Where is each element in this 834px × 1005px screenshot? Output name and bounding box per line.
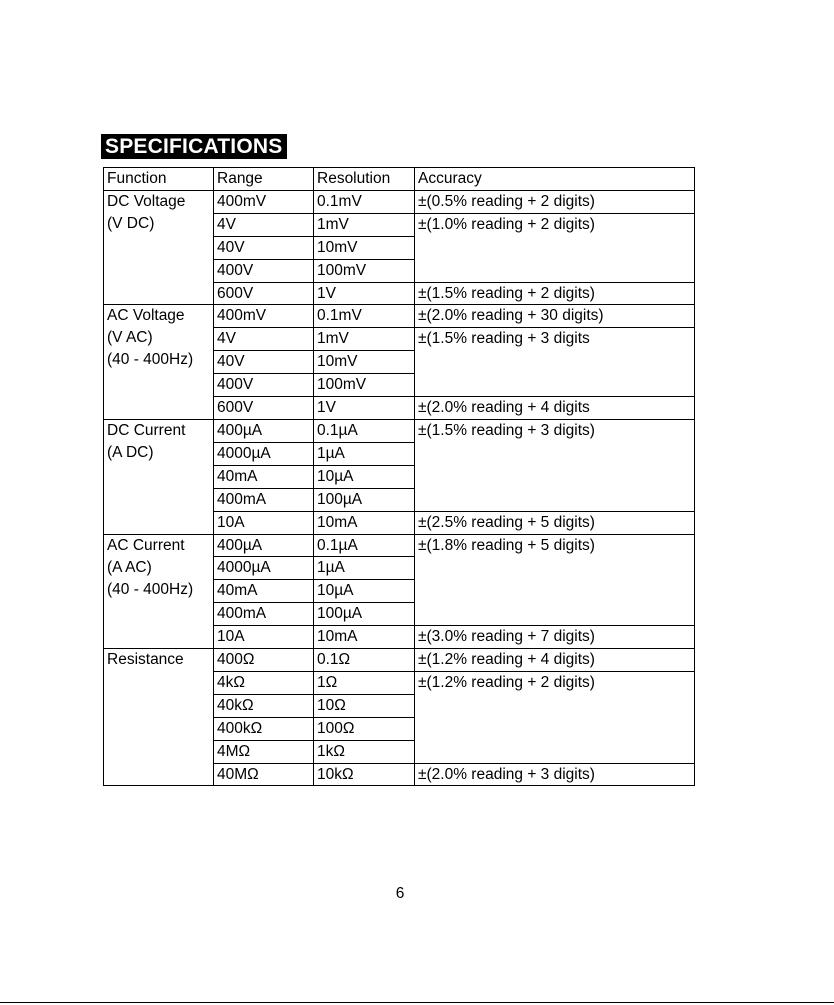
resolution-cell: 0.1µA [314, 534, 415, 557]
resolution-cell: 1Ω [314, 671, 415, 694]
resolution-cell: 10mA [314, 511, 415, 534]
resolution-cell: 100mV [314, 374, 415, 397]
specifications-table-body [104, 168, 695, 786]
accuracy-cell: ±(1.2% reading + 2 digits) [415, 671, 695, 763]
header-resolution: Resolution [314, 168, 415, 191]
resolution-cell: 10mV [314, 236, 415, 259]
range-cell: 400mA [214, 603, 314, 626]
accuracy-cell: ±(2.0% reading + 3 digits) [415, 763, 695, 786]
accuracy-cell: ±(1.8% reading + 5 digits) [415, 534, 695, 626]
accuracy-cell: ±(0.5% reading + 2 digits) [415, 190, 695, 213]
resolution-cell: 1µA [314, 442, 415, 465]
function-label-line: DC Voltage [107, 192, 186, 210]
resolution-cell: 0.1mV [314, 305, 415, 328]
resolution-cell: 1mV [314, 213, 415, 236]
resolution-cell: 1V [314, 282, 415, 305]
range-cell: 400V [214, 259, 314, 282]
function-label-line: (40 - 400Hz) [107, 351, 194, 369]
range-cell: 40mA [214, 465, 314, 488]
resolution-cell: 100mV [314, 259, 415, 282]
resolution-cell: 0.1Ω [314, 649, 415, 672]
page-number: 6 [395, 885, 405, 902]
range-cell: 40mA [214, 580, 314, 603]
function-cell [104, 649, 214, 786]
range-cell: 4000µA [214, 557, 314, 580]
function-label-line: AC Current [107, 536, 185, 554]
function-label-line: (40 - 400Hz) [107, 580, 194, 598]
accuracy-cell: ±(2.0% reading + 4 digits [415, 397, 695, 420]
range-cell: 4000µA [214, 442, 314, 465]
accuracy-cell: ±(1.2% reading + 4 digits) [415, 649, 695, 672]
range-cell: 400mV [214, 190, 314, 213]
table-row [104, 419, 695, 442]
accuracy-cell: ±(2.0% reading + 30 digits) [415, 305, 695, 328]
header-function: Function [104, 168, 214, 191]
resolution-cell: 1kΩ [314, 740, 415, 763]
range-cell: 4kΩ [214, 671, 314, 694]
resolution-cell: 1mV [314, 328, 415, 351]
range-cell: 40V [214, 351, 314, 374]
range-cell: 400kΩ [214, 717, 314, 740]
resolution-cell: 10Ω [314, 694, 415, 717]
resolution-cell: 1V [314, 397, 415, 420]
range-cell: 40V [214, 236, 314, 259]
function-cell [104, 190, 214, 305]
range-cell: 400V [214, 374, 314, 397]
range-cell: 4V [214, 213, 314, 236]
range-cell: 600V [214, 397, 314, 420]
range-cell: 4MΩ [214, 740, 314, 763]
range-cell: 4V [214, 328, 314, 351]
header-accuracy: Accuracy [415, 168, 695, 191]
range-cell: 400µA [214, 534, 314, 557]
table-row [104, 649, 695, 672]
resolution-cell: 100Ω [314, 717, 415, 740]
range-cell: 40kΩ [214, 694, 314, 717]
resolution-cell: 10kΩ [314, 763, 415, 786]
resolution-cell: 0.1µA [314, 419, 415, 442]
range-cell: 600V [214, 282, 314, 305]
function-cell [104, 305, 214, 420]
accuracy-cell: ±(1.5% reading + 2 digits) [415, 282, 695, 305]
specifications-table [103, 167, 695, 786]
range-cell: 400Ω [214, 649, 314, 672]
resolution-cell: 100µA [314, 488, 415, 511]
header-range: Range [214, 168, 314, 191]
bottom-rule [0, 1002, 834, 1003]
accuracy-cell: ±(1.5% reading + 3 digits [415, 328, 695, 397]
range-cell: 40MΩ [214, 763, 314, 786]
function-label-line: Resistance [107, 651, 184, 669]
resolution-cell: 100µA [314, 603, 415, 626]
function-label-line: (A DC) [107, 443, 154, 461]
range-cell: 10A [214, 626, 314, 649]
range-cell: 400mA [214, 488, 314, 511]
range-cell: 10A [214, 511, 314, 534]
function-cell [104, 534, 214, 649]
resolution-cell: 10mV [314, 351, 415, 374]
function-label-line: DC Current [107, 421, 186, 439]
accuracy-cell: ±(2.5% reading + 5 digits) [415, 511, 695, 534]
resolution-cell: 10mA [314, 626, 415, 649]
range-cell: 400mV [214, 305, 314, 328]
resolution-cell: 0.1mV [314, 190, 415, 213]
function-label-line: AC Voltage [107, 307, 185, 325]
range-cell: 400µA [214, 419, 314, 442]
function-label-line: (V AC) [107, 329, 153, 347]
function-label-line: (A AC) [107, 558, 152, 576]
accuracy-cell: ±(1.5% reading + 3 digits) [415, 419, 695, 511]
function-label-line: (V DC) [107, 214, 155, 232]
table-header-row [104, 168, 695, 191]
accuracy-cell: ±(1.0% reading + 2 digits) [415, 213, 695, 282]
table-row [104, 305, 695, 328]
resolution-cell: 10µA [314, 465, 415, 488]
function-cell [104, 419, 214, 534]
resolution-cell: 1µA [314, 557, 415, 580]
resolution-cell: 10µA [314, 580, 415, 603]
table-row [104, 190, 695, 213]
accuracy-cell: ±(3.0% reading + 7 digits) [415, 626, 695, 649]
table-row [104, 534, 695, 557]
section-heading: SPECIFICATIONS [101, 134, 287, 159]
